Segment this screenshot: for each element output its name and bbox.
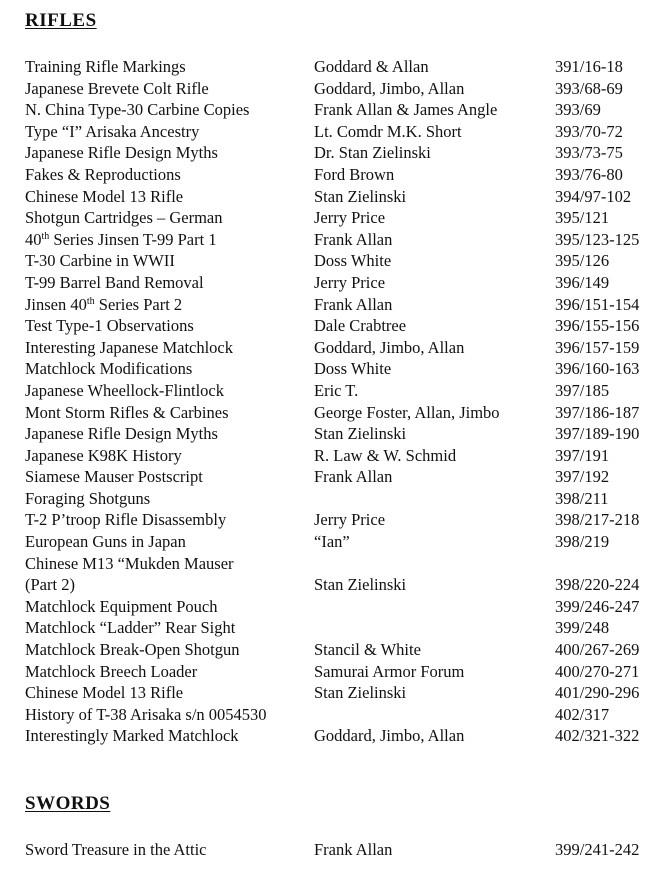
table-row [0, 358, 670, 380]
article-title: Matchlock Equipment Pouch [25, 596, 218, 616]
article-title: Fakes & Reproductions [25, 164, 181, 184]
table-row [0, 466, 670, 488]
issue-page-ref: 395/126 [555, 251, 610, 271]
issue-page-ref: 400/270-271 [555, 661, 640, 681]
ordinal-suffix: th [86, 295, 95, 307]
article-title: T-30 Carbine in WWII [25, 251, 175, 271]
article-title: T-2 P’troop Rifle Disassembly [25, 510, 227, 530]
table-row [0, 56, 670, 78]
article-title: Mont Storm Rifles & Carbines [25, 402, 229, 422]
article-title: Japanese Rifle Design Myths [25, 143, 218, 163]
issue-page-ref: 393/73-75 [555, 143, 623, 163]
article-title: Japanese K98K History [25, 445, 182, 465]
article-author: Doss White [314, 251, 392, 271]
issue-page-ref: 396/151-154 [555, 294, 640, 314]
article-author: Jerry Price [314, 208, 386, 228]
article-title: History of T-38 Arisaka s/n 0054530 [25, 704, 267, 724]
swords-table [0, 839, 670, 861]
issue-page-ref: 399/248 [555, 618, 610, 638]
article-author: Frank Allan [314, 840, 393, 859]
issue-page-ref: 400/267-269 [555, 640, 640, 660]
article-author: R. Law & W. Schmid [314, 445, 457, 465]
article-title: Japanese Rifle Design Myths [25, 424, 218, 444]
issue-page-ref: 398/219 [555, 532, 610, 552]
table-row [0, 402, 670, 424]
article-title-text: Series Part 2 [94, 294, 183, 314]
article-author: Dale Crabtree [314, 316, 407, 336]
article-author: Goddard, Jimbo, Allan [314, 337, 465, 357]
article-title: Matchlock Modifications [25, 359, 193, 379]
table-row [0, 509, 670, 531]
article-title: Japanese Brevete Colt Rifle [25, 78, 209, 98]
rifles-table [0, 56, 670, 747]
table-row [0, 617, 670, 639]
issue-page-ref: 398/217-218 [555, 510, 640, 530]
table-row [0, 488, 670, 510]
table-row [0, 682, 670, 704]
table-row [0, 337, 670, 359]
article-title: Matchlock Breech Loader [25, 661, 198, 681]
table-row [0, 272, 670, 294]
article-author: Samurai Armor Forum [314, 661, 465, 681]
issue-page-ref: 397/185 [555, 380, 610, 400]
table-row [0, 553, 670, 575]
table-row [0, 423, 670, 445]
article-title-text: Series Jinsen T-99 Part 1 [49, 229, 217, 249]
table-row [0, 704, 670, 726]
table-row [0, 99, 670, 121]
issue-page-ref: 393/76-80 [555, 164, 623, 184]
table-row [0, 121, 670, 143]
article-author: Stancil & White [314, 640, 421, 660]
table-row [0, 639, 670, 661]
issue-page-ref: 391/16-18 [555, 57, 623, 76]
article-author: Goddard & Allan [314, 57, 429, 76]
ordinal-suffix: th [41, 230, 50, 242]
article-author: Frank Allan & James Angle [314, 100, 498, 120]
issue-page-ref: 396/149 [555, 272, 610, 292]
table-row [0, 839, 670, 861]
article-title: Matchlock Break-Open Shotgun [25, 640, 240, 660]
article-title: Training Rifle Markings [25, 57, 186, 76]
swords-heading: SWORDS [25, 793, 111, 814]
table-row [0, 596, 670, 618]
issue-page-ref: 397/189-190 [555, 424, 640, 444]
rifles-heading: RIFLES [25, 10, 97, 31]
article-author: Frank Allan [314, 294, 393, 314]
article-title: Test Type-1 Observations [25, 316, 194, 336]
article-title: Siamese Mauser Postscript [25, 467, 203, 487]
article-title: N. China Type-30 Carbine Copies [25, 100, 250, 120]
article-author: Doss White [314, 359, 392, 379]
article-author: Ford Brown [314, 164, 395, 184]
article-title: European Guns in Japan [25, 532, 186, 552]
issue-page-ref: 399/241-242 [555, 840, 640, 859]
table-row [0, 207, 670, 229]
article-title [25, 229, 217, 251]
article-title: Chinese M13 “Mukden Mauser [25, 553, 234, 573]
article-title: Interesting Japanese Matchlock [25, 337, 234, 357]
article-author: Frank Allan [314, 229, 393, 249]
article-title [25, 294, 182, 316]
article-title: Chinese Model 13 Rifle [25, 186, 184, 206]
article-title: Type “I” Arisaka Ancestry [25, 121, 200, 141]
table-row [0, 186, 670, 208]
article-title: Sword Treasure in the Attic [25, 840, 207, 859]
issue-page-ref: 393/69 [555, 100, 601, 120]
issue-page-ref: 401/290-296 [555, 683, 640, 703]
issue-page-ref: 396/160-163 [555, 359, 640, 379]
table-row [0, 294, 670, 316]
issue-page-ref: 397/186-187 [555, 402, 640, 422]
table-row [0, 164, 670, 186]
table-row [0, 661, 670, 683]
article-title: T-99 Barrel Band Removal [25, 272, 204, 292]
article-author: Stan Zielinski [314, 683, 407, 703]
issue-page-ref: 393/70-72 [555, 121, 623, 141]
article-author: Jerry Price [314, 272, 386, 292]
article-author: Stan Zielinski [314, 575, 407, 595]
issue-page-ref: 395/123-125 [555, 229, 640, 249]
article-title: Shotgun Cartridges – German [25, 208, 223, 228]
issue-page-ref: 397/192 [555, 467, 610, 487]
issue-page-ref: 394/97-102 [555, 186, 632, 206]
issue-page-ref: 402/321-322 [555, 726, 640, 746]
article-title: Matchlock “Ladder” Rear Sight [25, 618, 236, 638]
table-row [0, 445, 670, 467]
issue-page-ref: 402/317 [555, 704, 610, 724]
article-author: Lt. Comdr M.K. Short [314, 121, 462, 141]
article-title: (Part 2) [25, 575, 75, 595]
table-row [0, 250, 670, 272]
issue-page-ref: 399/246-247 [555, 596, 640, 616]
issue-page-ref: 396/157-159 [555, 337, 640, 357]
article-title-text: Jinsen 40 [25, 294, 87, 314]
issue-page-ref: 398/220-224 [555, 575, 640, 595]
table-row [0, 574, 670, 596]
table-row [0, 725, 670, 747]
article-title: Chinese Model 13 Rifle [25, 683, 184, 703]
article-title-text: 40 [25, 229, 42, 249]
article-author: Frank Allan [314, 467, 393, 487]
article-author: Stan Zielinski [314, 186, 407, 206]
table-row [0, 315, 670, 337]
article-author: Jerry Price [314, 510, 386, 530]
article-author: Goddard, Jimbo, Allan [314, 78, 465, 98]
article-author: Dr. Stan Zielinski [314, 143, 431, 163]
table-row [0, 142, 670, 164]
article-author: Eric T. [314, 380, 359, 400]
table-row [0, 78, 670, 100]
article-author: Goddard, Jimbo, Allan [314, 726, 465, 746]
article-title: Interestingly Marked Matchlock [25, 726, 239, 746]
table-row [0, 380, 670, 402]
issue-page-ref: 398/211 [555, 488, 609, 508]
issue-page-ref: 393/68-69 [555, 78, 623, 98]
article-author: “Ian” [314, 532, 350, 552]
issue-page-ref: 396/155-156 [555, 316, 640, 336]
article-title: Japanese Wheellock-Flintlock [25, 380, 225, 400]
article-author: George Foster, Allan, Jimbo [314, 402, 500, 422]
issue-page-ref: 397/191 [555, 445, 610, 465]
table-row [0, 229, 670, 251]
article-title: Foraging Shotguns [25, 488, 151, 508]
issue-page-ref: 395/121 [555, 208, 610, 228]
table-row [0, 531, 670, 553]
article-author: Stan Zielinski [314, 424, 407, 444]
